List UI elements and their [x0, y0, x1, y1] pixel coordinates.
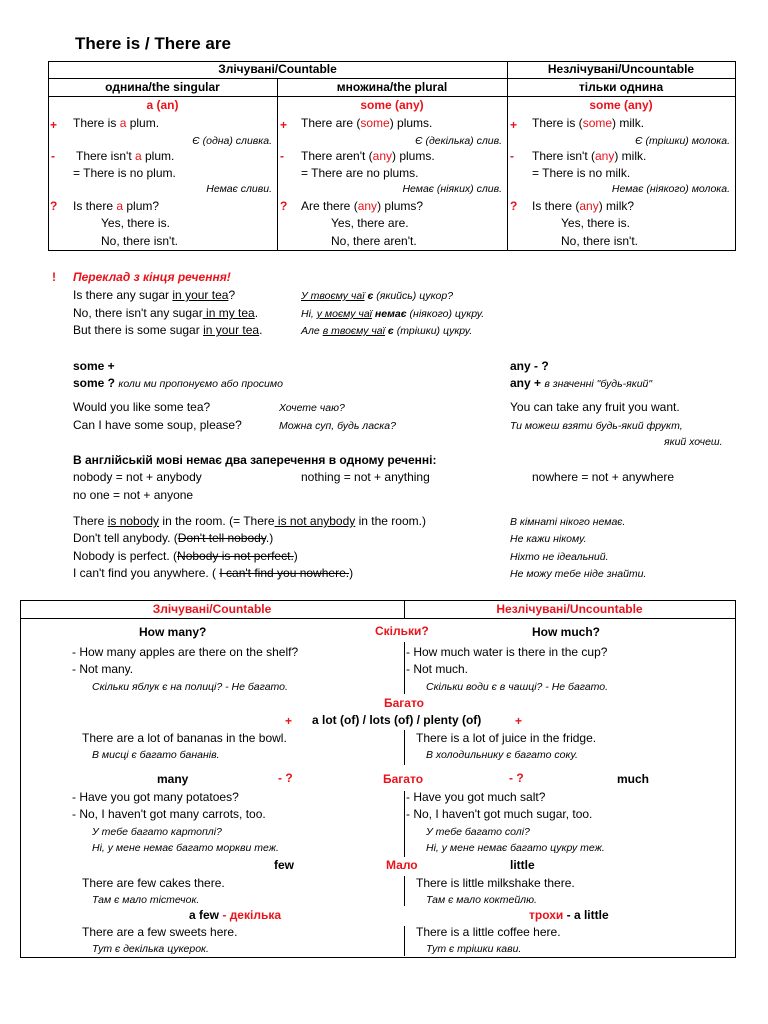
article-uncountable: some (any) — [589, 98, 653, 112]
short-answer-no: No, there isn't. — [561, 234, 638, 248]
question-sentence: Is there (any) milk? — [532, 199, 635, 213]
negative-no-sentence: = There is no milk. — [532, 166, 631, 180]
how-much-question: - How much water is there in the cup? — [406, 645, 608, 659]
much-question: - Have you got much salt? — [406, 790, 546, 804]
some-example-1: Would you like some tea? — [73, 400, 211, 414]
how-many-translation: Скільки яблук є на полиці? - Не багато. — [92, 681, 288, 693]
many-translation-2: Ні, у мене немає багато моркви теж. — [92, 842, 279, 854]
little-example: There is little milkshake there. — [416, 876, 575, 890]
negative-translation: Немає (ніяких) слив. — [402, 183, 502, 195]
plus-sign: + — [50, 118, 58, 132]
some-example-2: Can I have some soup, please? — [73, 418, 242, 432]
a-few-label: a few - декілька — [189, 908, 281, 922]
article-singular: a (an) — [146, 98, 179, 112]
translate-example-3: But there is some sugar in your tea. — [73, 323, 263, 337]
a-lot-uncountable-example: There is a lot of juice in the fridge. — [416, 731, 597, 745]
translate-example-3-tr: Але в твоєму чаї є (трішки) цукру. — [301, 325, 473, 337]
translate-example-2-tr: Ні, у моєму чаї немає (ніякого) цукру. — [301, 308, 485, 320]
header-singular: однина/the singular — [105, 80, 220, 94]
a-lot-of-label: a lot (of) / lots (of) / plenty (of) — [312, 713, 482, 727]
much-translation-2: Ні, у мене немає багато цукру теж. — [426, 842, 605, 854]
a-little-translation: Тут є трішки кави. — [426, 943, 522, 955]
negative-no-sentence: = There is no plum. — [73, 166, 176, 180]
many-label: many — [157, 772, 189, 786]
minus-sign: - — [51, 149, 55, 163]
plus-sign: + — [280, 118, 288, 132]
rule-no-one: no one = not + anyone — [73, 488, 194, 502]
header-countable: Злічувані/Countable — [218, 62, 337, 76]
negation-example-3-tr: Ніхто не ідеальний. — [510, 551, 609, 563]
negative-sentence: There aren't (any) plums. — [301, 149, 435, 163]
short-answer-yes: Yes, there is. — [101, 216, 170, 230]
minus-sign: - — [510, 149, 514, 163]
header-uncountable: Незлічувані/Uncountable — [547, 62, 695, 76]
much-answer: - No, I haven't got much sugar, too. — [406, 807, 593, 821]
page-title: There is / There are — [75, 34, 231, 53]
little-translation: Там є мало коктейлю. — [426, 894, 537, 906]
rule-nothing: nothing = not + anything — [301, 470, 430, 484]
how-much-answer: - Not much. — [406, 662, 469, 676]
translate-example-1-tr: У твоєму чаї є (якийсь) цукор? — [301, 290, 454, 302]
negative-translation: Немає сливи. — [206, 183, 272, 195]
article-plural: some (any) — [360, 98, 424, 112]
bahato-label-2: Багато — [383, 772, 424, 786]
positive-sentence: There is (some) milk. — [532, 116, 645, 130]
any-example: You can take any fruit you want. — [510, 400, 680, 414]
positive-sentence: There are (some) plums. — [301, 116, 433, 130]
much-neg-question-sign: - ? — [509, 771, 524, 785]
positive-sentence: There is a plum. — [73, 116, 160, 130]
short-answer-yes: Yes, there are. — [331, 216, 409, 230]
question-sign: ? — [280, 199, 288, 213]
positive-translation: Є (одна) сливка. — [192, 135, 272, 147]
many-translation-1: У тебе багато картоплі? — [92, 826, 222, 838]
negative-sentence: There isn't a plum. — [76, 149, 175, 163]
any-example-tr-1: Ти можеш взяти будь-який фрукт, — [510, 420, 683, 432]
some-plus-rule: some + — [73, 359, 115, 373]
many-answer: - No, I haven't got many carrots, too. — [72, 807, 266, 821]
some-example-1-tr: Хочете чаю? — [279, 402, 345, 414]
how-many-answer: - Not many. — [72, 662, 134, 676]
table2-header-uncountable: Незлічувані/Uncountable — [496, 602, 643, 616]
rule-nowhere: nowhere = not + anywhere — [532, 470, 675, 484]
a-lot-countable-tr: В мисці є багато бананів. — [92, 749, 220, 761]
how-much-label: How much? — [532, 625, 600, 639]
any-example-tr-2: який хочеш. — [664, 436, 723, 448]
how-many-label: How many? — [139, 625, 207, 639]
few-translation: Там є мало тістечок. — [92, 894, 200, 906]
negation-example-1: There is nobody in the room. (= There is not anybody in the room.) — [73, 514, 426, 528]
some-question-rule: some ? коли ми пропонуємо або просимо — [73, 376, 283, 390]
a-lot-uncountable-tr: В холодильнику є багато соку. — [426, 749, 578, 761]
negation-example-1-tr: В кімнаті нікого немає. — [510, 516, 626, 528]
table2-header-countable: Злічувані/Countable — [152, 602, 272, 616]
little-label: little — [510, 858, 535, 872]
much-translation-1: У тебе багато солі? — [426, 826, 530, 838]
header-plural: множина/the plural — [336, 80, 448, 94]
negative-translation: Немає (ніякого) молока. — [611, 183, 730, 195]
short-answer-no: No, there aren't. — [331, 234, 417, 248]
much-label: much — [617, 772, 650, 786]
question-sentence: Is there a plum? — [73, 199, 160, 213]
a-little-label: трохи - a little — [529, 908, 609, 922]
short-answer-yes: Yes, there is. — [561, 216, 630, 230]
question-sign: ? — [510, 199, 518, 213]
some-example-2-tr: Можна суп, будь ласка? — [279, 420, 396, 432]
rule-nobody: nobody = not + anybody — [73, 470, 202, 484]
negation-heading: В англійській мові немає два заперечення в одному реченні: — [73, 453, 437, 467]
question-sentence: Are there (any) plums? — [301, 199, 424, 213]
few-example: There are few cakes there. — [82, 876, 225, 890]
few-label: few — [274, 858, 295, 872]
translate-heading: Переклад з кінця речення! — [73, 270, 231, 284]
a-few-example: There are a few sweets here. — [82, 925, 238, 939]
how-much-translation: Скільки води є в чашці? - Не багато. — [426, 681, 609, 693]
how-many-question: - How many apples are there on the shelf? — [72, 645, 299, 659]
negation-example-2: Don't tell anybody. (Don't tell nobody.) — [73, 531, 274, 545]
short-answer-no: No, there isn't. — [101, 234, 178, 248]
negation-example-2-tr: Не кажи нікому. — [510, 533, 587, 545]
any-plus-rule: any + в значенні "будь-який" — [510, 376, 653, 390]
question-sign: ? — [50, 199, 58, 213]
a-lot-countable-example: There are a lot of bananas in the bowl. — [82, 731, 287, 745]
many-question: - Have you got many potatoes? — [72, 790, 239, 804]
bahato-label: Багато — [383, 696, 425, 710]
skilky-label: Скільки? — [375, 624, 429, 638]
negation-example-3: Nobody is perfect. (Nobody is not perfect.) — [73, 549, 298, 563]
plus-sign: + — [285, 714, 293, 728]
any-minus-rule: any - ? — [510, 359, 549, 373]
many-neg-question-sign: - ? — [278, 771, 293, 785]
positive-translation: Є (трішки) молока. — [635, 135, 730, 147]
minus-sign: - — [280, 149, 284, 163]
header-only-singular: тільки однина — [578, 80, 664, 94]
negative-no-sentence: = There are no plums. — [301, 166, 419, 180]
negation-example-4: I can't find you anywhere. ( I can't find you nowhere.) — [73, 566, 354, 580]
a-few-translation: Тут є декілька цукерок. — [92, 943, 209, 955]
plus-sign: + — [510, 118, 518, 132]
translate-example-1: Is there any sugar in your tea? — [73, 288, 236, 302]
negative-sentence: There isn't (any) milk. — [532, 149, 647, 163]
negation-example-4-tr: Не можу тебе ніде знайти. — [510, 568, 647, 580]
positive-translation: Є (декілька) слив. — [415, 135, 502, 147]
malo-label: Мало — [386, 858, 418, 872]
a-little-example: There is a little coffee here. — [416, 925, 561, 939]
translate-example-2: No, there isn't any sugar in my tea. — [73, 306, 259, 320]
plus-sign: + — [515, 714, 523, 728]
exclamation-mark: ! — [52, 270, 56, 284]
